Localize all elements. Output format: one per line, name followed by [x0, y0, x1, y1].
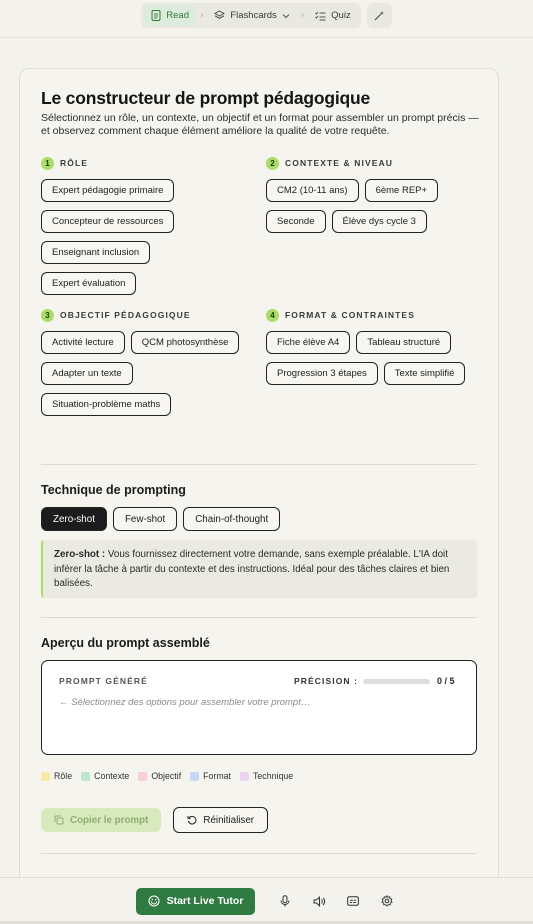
format-option[interactable]: Texte simplifié: [384, 362, 466, 385]
context-option[interactable]: 6ème REP+: [365, 179, 439, 202]
prompt-preview-box: [41, 660, 477, 755]
step-badge: 4: [266, 309, 279, 322]
section-divider: [41, 617, 477, 618]
technique-chain-of-thought[interactable]: Chain-of-thought: [183, 507, 280, 531]
legend-item: [41, 771, 72, 781]
chevron-right-icon: ›: [200, 10, 204, 21]
objective-option[interactable]: Adapter un texte: [41, 362, 133, 385]
legend-swatch: [41, 772, 50, 781]
role-option[interactable]: Expert pédagogie primaire: [41, 179, 174, 202]
format-option[interactable]: Progression 3 étapes: [266, 362, 378, 385]
magic-wand-icon: [374, 10, 385, 21]
tab-flashcards[interactable]: [207, 5, 296, 26]
tutor-icon: [148, 895, 160, 907]
legend-label: Technique: [253, 771, 294, 781]
copy-prompt-button[interactable]: [41, 808, 161, 832]
context-option[interactable]: Élève dys cycle 3: [332, 210, 427, 233]
precision-bar: [363, 679, 430, 684]
legend-swatch: [240, 772, 249, 781]
gear-icon: [381, 895, 393, 907]
magic-wand-button[interactable]: [367, 3, 392, 28]
precision-label: PRÉCISION :: [294, 676, 359, 686]
reset-icon: [187, 815, 197, 825]
microphone-button[interactable]: [275, 891, 295, 911]
prompt-placeholder: ← Sélectionnez des options pour assembler votre prompt…: [59, 697, 311, 708]
layers-icon: [214, 10, 225, 21]
tab-quiz[interactable]: [308, 5, 358, 26]
legend-item: [240, 771, 293, 781]
step-badge: 2: [266, 157, 279, 170]
color-legend: [41, 771, 293, 781]
technique-options: [41, 507, 280, 531]
role-option[interactable]: Enseignant inclusion: [41, 241, 150, 264]
technique-title: Technique de prompting: [41, 483, 186, 497]
preview-title: Aperçu du prompt assemblé: [41, 636, 210, 650]
objective-option[interactable]: Activité lecture: [41, 331, 125, 354]
chevron-right-icon: ›: [300, 10, 305, 21]
role-group: [41, 156, 251, 295]
legend-item: [190, 771, 231, 781]
objective-option[interactable]: QCM photosynthèse: [131, 331, 240, 354]
legend-swatch: [190, 772, 199, 781]
speaker-icon: [313, 896, 326, 907]
step-badge: 1: [41, 157, 54, 170]
section-divider: [41, 464, 477, 465]
technique-description-name: Zero-shot :: [54, 549, 106, 560]
technique-zero-shot[interactable]: Zero-shot: [41, 507, 107, 531]
context-option[interactable]: Seconde: [266, 210, 326, 233]
captions-button[interactable]: [343, 891, 363, 911]
format-option[interactable]: Fiche élève A4: [266, 331, 350, 354]
objective-group: [41, 308, 251, 416]
document-icon: [151, 10, 161, 21]
top-navigation: [0, 0, 533, 34]
legend-item: [138, 771, 181, 781]
page-subtitle: Sélectionnez un rôle, un contexte, un objectif et un format pour assembler un prompt précis — et observez comment chaque élément améliore la qualité de votre requête.: [41, 112, 479, 137]
speaker-button[interactable]: [309, 891, 329, 911]
role-group-label: RÔLE: [60, 158, 89, 168]
format-option[interactable]: Tableau structuré: [356, 331, 451, 354]
tab-read[interactable]: [144, 5, 196, 26]
legend-label: Contexte: [94, 771, 130, 781]
step-badge: 3: [41, 309, 54, 322]
role-option[interactable]: Concepteur de ressources: [41, 210, 174, 233]
start-live-tutor-label: Start Live Tutor: [166, 895, 244, 907]
settings-button[interactable]: [377, 891, 397, 911]
microphone-icon: [280, 895, 290, 907]
tab-flashcards-label: Flashcards: [230, 10, 277, 21]
action-buttons: [41, 808, 268, 833]
role-option[interactable]: Expert évaluation: [41, 272, 136, 295]
legend-label: Objectif: [151, 771, 182, 781]
objective-option[interactable]: Situation-problème maths: [41, 393, 171, 416]
captions-icon: [347, 896, 359, 906]
objective-group-label: OBJECTIF PÉDAGOGIQUE: [60, 310, 191, 320]
legend-swatch: [81, 772, 90, 781]
legend-item: [81, 771, 129, 781]
start-live-tutor-button[interactable]: [136, 888, 256, 915]
technique-description-text: Vous fournissez directement votre demande, sans exemple préalable. L'IA doit inférer la tâche à partir du contexte et des instructions. Idéal pour des tâches claires et bien balisées.: [54, 549, 450, 589]
reset-button[interactable]: [173, 807, 268, 833]
prompt-builder-card: [19, 68, 499, 898]
technique-few-shot[interactable]: Few-shot: [113, 507, 177, 531]
copy-icon: [54, 815, 64, 825]
technique-description: [41, 540, 477, 598]
mode-switcher: [141, 3, 360, 28]
tab-quiz-label: Quiz: [331, 10, 351, 21]
page-title: Le constructeur de prompt pédagogique: [41, 88, 371, 108]
bottom-toolbar: [0, 877, 533, 924]
format-group: [266, 308, 481, 385]
precision-score: 0 / 5: [437, 676, 455, 686]
copy-prompt-label: Copier le prompt: [70, 814, 149, 826]
list-checks-icon: [315, 11, 326, 21]
header-divider: [0, 37, 533, 38]
chevron-down-icon[interactable]: [282, 13, 290, 19]
context-group-label: CONTEXTE & NIVEAU: [285, 158, 393, 168]
context-option[interactable]: CM2 (10-11 ans): [266, 179, 359, 202]
legend-label: Format: [203, 771, 232, 781]
prompt-preview-label: PROMPT GÉNÉRÉ: [59, 676, 148, 686]
section-divider: [41, 853, 477, 854]
context-group: [266, 156, 481, 233]
legend-label: Rôle: [54, 771, 73, 781]
tab-read-label: Read: [166, 10, 189, 21]
format-group-label: FORMAT & CONTRAINTES: [285, 310, 415, 320]
reset-label: Réinitialiser: [203, 814, 255, 826]
legend-swatch: [138, 772, 147, 781]
